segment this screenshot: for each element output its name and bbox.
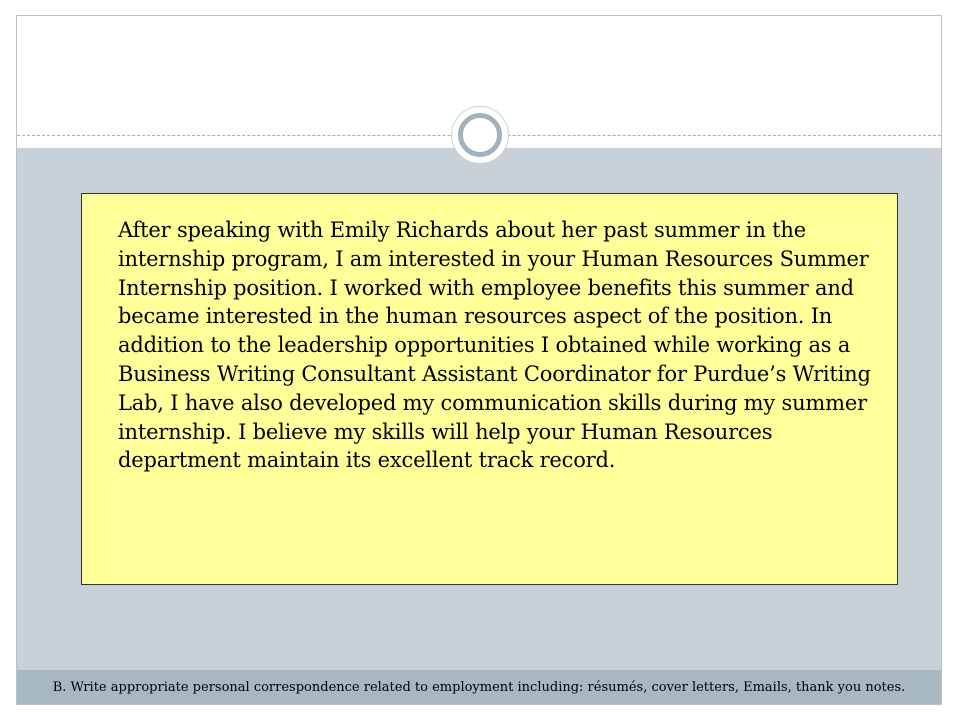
cover-letter-paragraph: After speaking with Emily Richards about her past summer in the internship program, I am interested in your Human Resources Summer Internship position. I worked with employee benefits this summer and became interested in the human resources aspect of the position. In addition to the leadership opportunities I obtained while working as a Business Writing Consultant Assistant Coordinator for Purdue’s Writing Lab, I have also developed my communication skills during my summer internship. I believe my skills will help your Human Resources department maintain its excellent track record. [118,218,871,473]
footer-bar [17,670,941,704]
footer-standard-text: B. Write appropriate personal correspondence related to employment including: résumés, cover letters, Emails, thank you notes. [52,679,906,695]
slide-frame [16,15,942,705]
circle-ornament-icon [451,106,509,164]
cover-letter-excerpt-box [81,193,898,585]
